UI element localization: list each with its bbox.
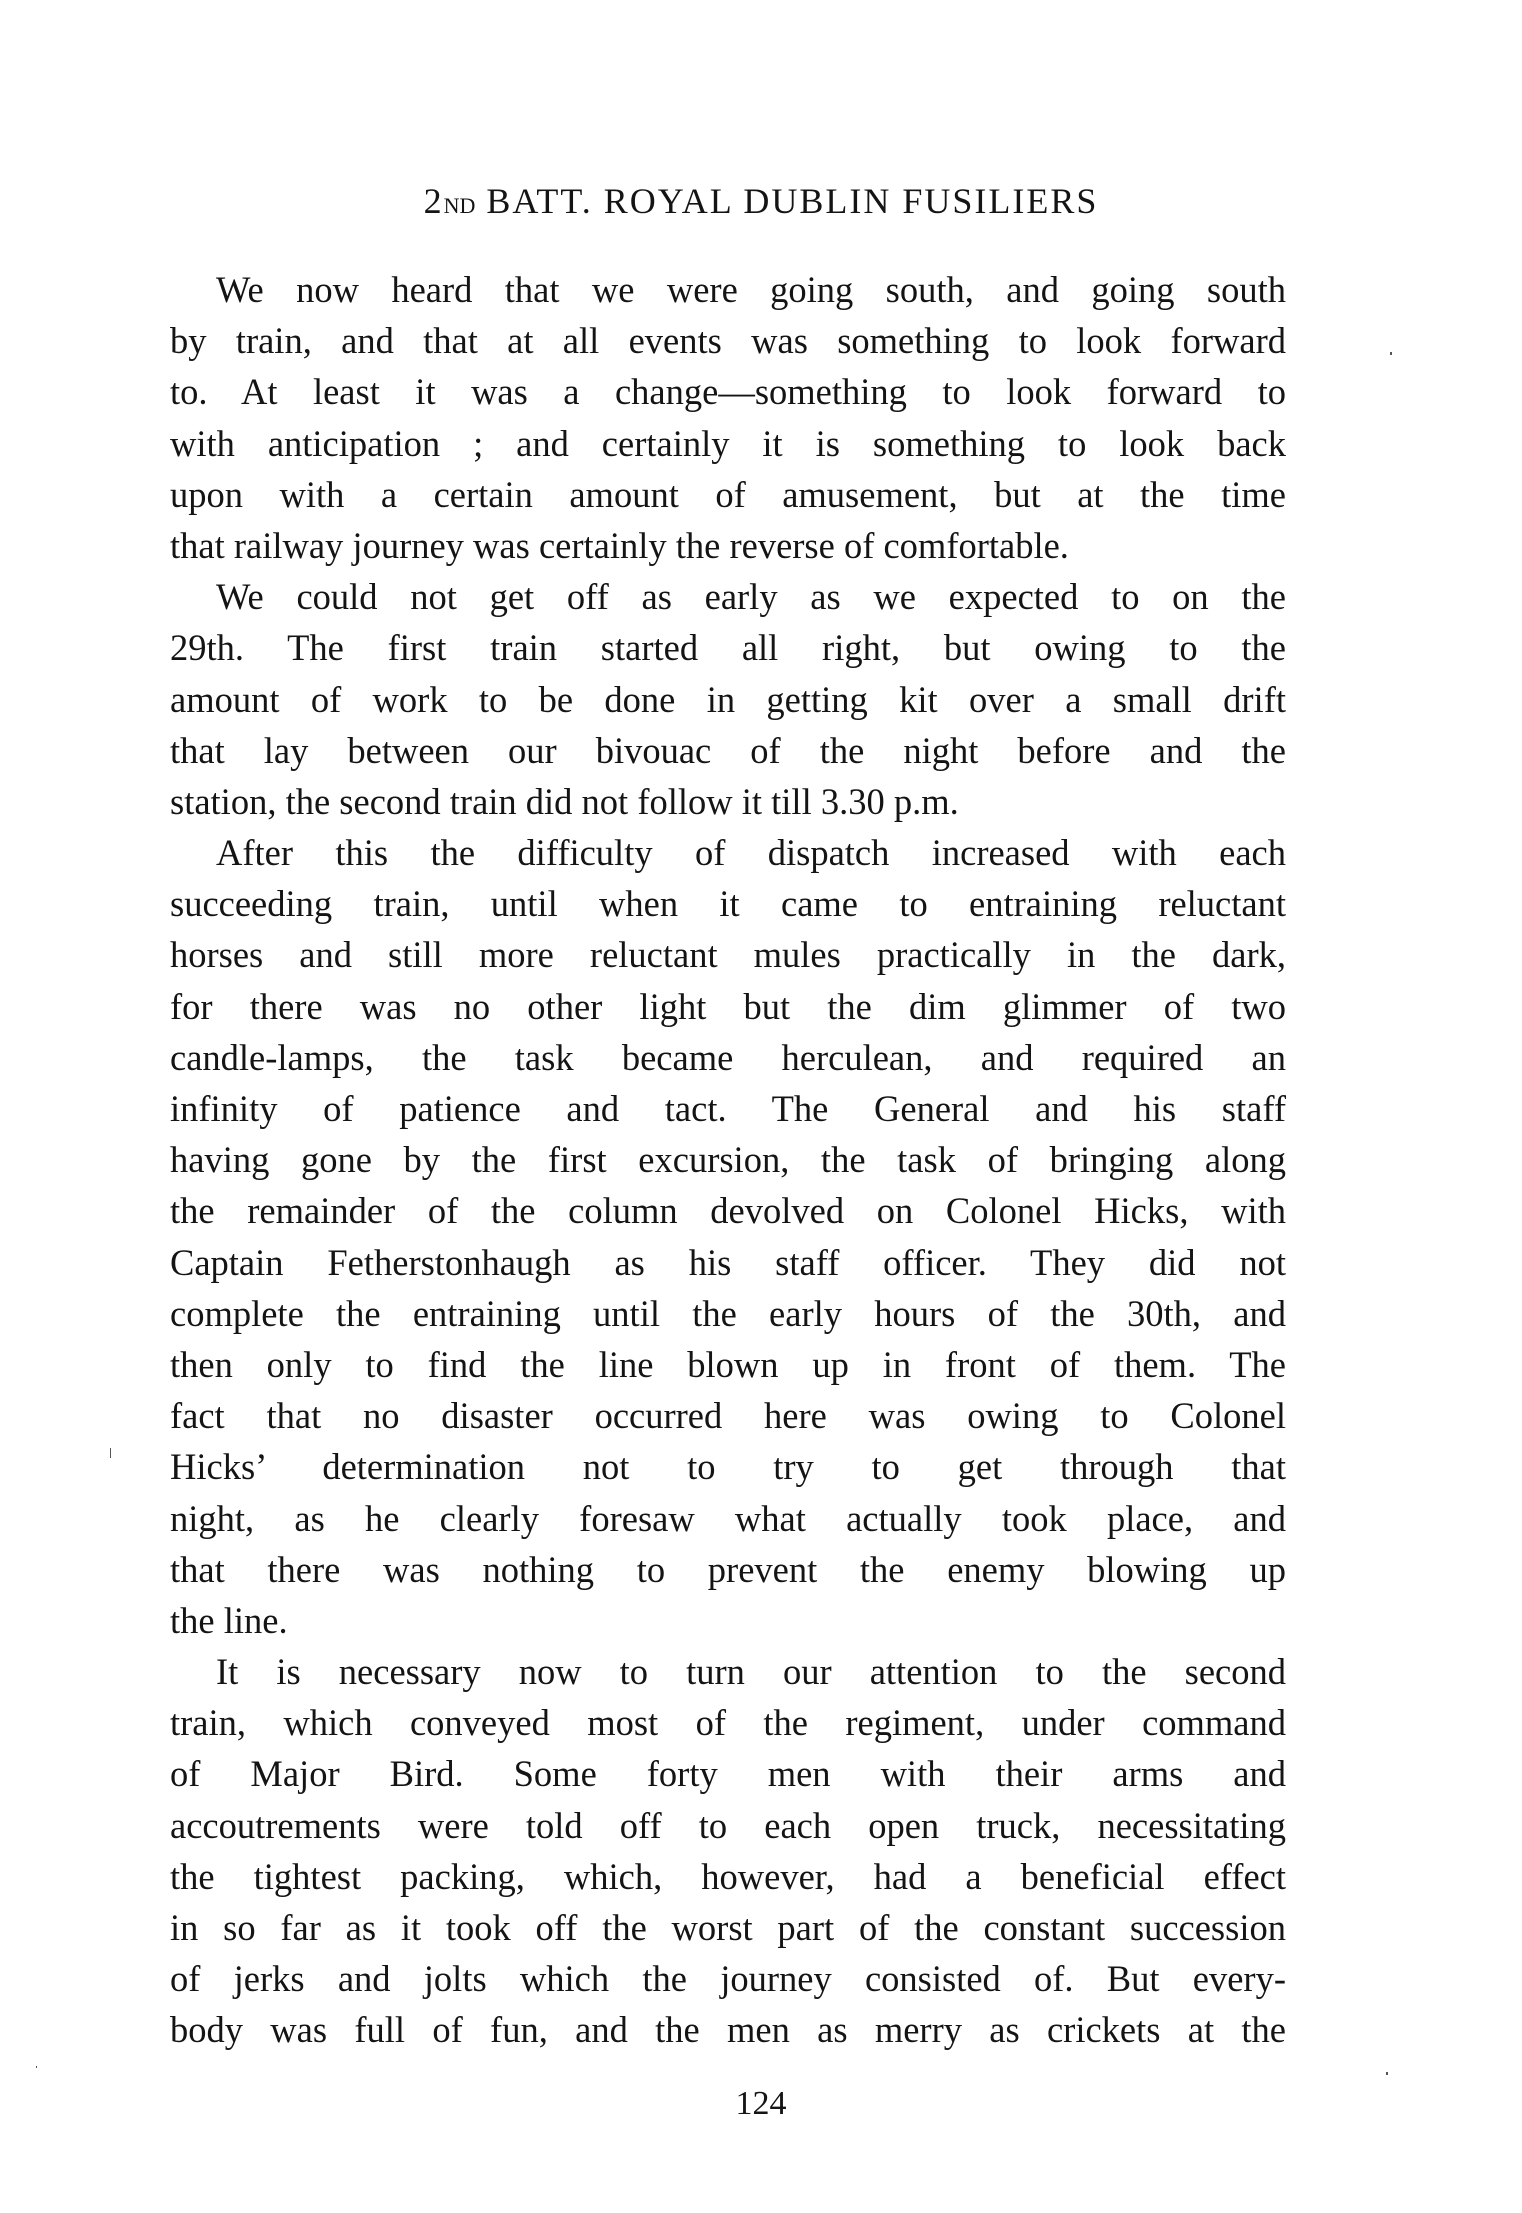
running-head-ordinal-suffix: ND	[443, 193, 476, 218]
text-line: accoutrements were told off to each open truck, necessitating	[170, 1804, 1286, 1846]
running-head-ordinal-number: 2	[423, 181, 444, 221]
text-line: Hicks’ determination not to try to get through that	[170, 1446, 1286, 1488]
text-line: night, as he clearly foresaw what actually took place, and	[170, 1497, 1286, 1539]
text-line: After this the difficulty of dispatch increased with each	[216, 832, 1286, 874]
text-line: train, which conveyed most of the regiment, under command	[170, 1702, 1286, 1744]
text-line: 29th. The first train started all right, but owing to the	[170, 627, 1286, 669]
text-line: that there was nothing to prevent the enemy blowing up	[170, 1548, 1286, 1590]
text-line: It is necessary now to turn our attention to the second	[216, 1651, 1286, 1693]
text-line: Captain Fetherstonhaugh as his staff officer. They did not	[170, 1241, 1286, 1283]
text-line: by train, and that at all events was something to look forward	[170, 320, 1286, 362]
scan-speck	[110, 1448, 111, 1458]
text-line: candle-lamps, the task became herculean, and required an	[170, 1036, 1286, 1078]
text-line: the tightest packing, which, however, had a beneficial effect	[170, 1855, 1286, 1897]
text-line: body was full of fun, and the men as merry as crickets at the	[170, 2009, 1286, 2051]
text-line: fact that no disaster occurred here was owing to Colonel	[170, 1395, 1286, 1437]
text-line: having gone by the first excursion, the task of bringing along	[170, 1139, 1286, 1181]
text-line: in so far as it took off the worst part of the constant succession	[170, 1907, 1286, 1948]
text-line: that lay between our bivouac of the night before and the	[170, 729, 1286, 771]
text-line: station, the second train did not follow it till 3.30 p.m.	[170, 780, 959, 822]
text-line: of Major Bird. Some forty men with their arms and	[170, 1753, 1286, 1795]
text-line: complete the entraining until the early hours of the 30th, and	[170, 1292, 1286, 1334]
scan-speck	[1386, 2072, 1388, 2075]
text-line: that railway journey was certainly the reverse of comfortable.	[170, 524, 1069, 566]
text-line: then only to find the line blown up in front of them. The	[170, 1343, 1286, 1385]
text-line: the remainder of the column devolved on Colonel Hicks, with	[170, 1190, 1286, 1232]
page-number: 124	[735, 2085, 787, 2122]
text-line: We now heard that we were going south, and going south	[216, 269, 1286, 310]
text-line: horses and still more reluctant mules practically in the dark,	[170, 934, 1286, 976]
scan-speck	[1390, 352, 1392, 355]
scan-speck	[36, 2066, 37, 2068]
text-line: upon with a certain amount of amusement, but at the time	[170, 473, 1286, 515]
text-line: for there was no other light but the dim glimmer of two	[170, 985, 1286, 1027]
text-line: the line.	[170, 1599, 288, 1641]
body-text	[170, 264, 1286, 2056]
text-line: succeeding train, until when it came to entraining reluctant	[170, 883, 1286, 925]
text-line: We could not get off as early as we expected to on the	[216, 576, 1286, 618]
running-head	[0, 176, 1522, 231]
running-head-title: BATT. ROYAL DUBLIN FUSILIERS	[486, 181, 1099, 221]
text-line: of jerks and jolts which the journey consisted of. But every-	[170, 1958, 1286, 2000]
text-line: to. At least it was a change—something to look forward to	[170, 371, 1286, 413]
text-line: infinity of patience and tact. The General and his staff	[170, 1088, 1286, 1129]
text-line: with anticipation ; and certainly it is something to look back	[170, 422, 1286, 464]
text-line: amount of work to be done in getting kit over a small drift	[170, 678, 1286, 720]
